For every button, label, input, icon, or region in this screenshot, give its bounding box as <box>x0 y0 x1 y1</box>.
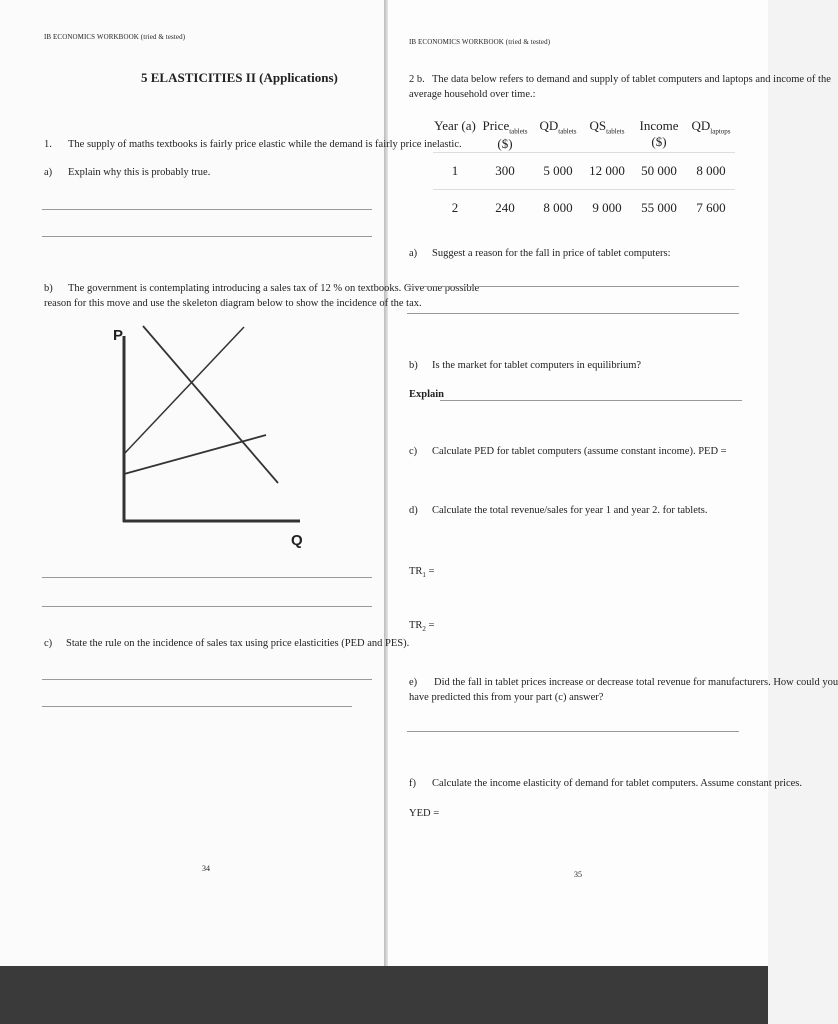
q2-number: 2 b. <box>409 74 425 85</box>
table-cell: 55 000 <box>631 189 687 226</box>
table-cell: 8 000 <box>687 152 735 189</box>
col-header-year: Year (a) <box>434 118 476 133</box>
skeleton-diagram[interactable] <box>110 318 310 548</box>
table-header-row <box>433 118 735 152</box>
right-page-number: 35 <box>574 870 582 879</box>
table-row <box>433 152 735 189</box>
col-header-qs-tablets: $QS_{tablets}$ <box>589 118 625 136</box>
table-cell: 50 000 <box>631 152 687 189</box>
data-table <box>433 118 735 226</box>
q2f-label: f) <box>409 778 416 789</box>
q2-text-line1: The data below refers to demand and supply of tablet computers and laptops and income of the <box>432 74 831 85</box>
q2d-text: Calculate the total revenue/sales for year 1 and year 2. for tablets. <box>432 505 708 516</box>
answer-line[interactable] <box>407 313 739 314</box>
q2a-text: Suggest a reason for the fall in price of tablet computers: <box>432 248 671 259</box>
table-cell: 8 000 <box>533 189 583 226</box>
answer-line[interactable] <box>42 706 352 707</box>
q2c-text: Calculate PED for tablet computers (assume constant income). PED = <box>432 446 727 457</box>
left-header: IB ECONOMICS WORKBOOK (tried & tested) <box>44 33 186 41</box>
col-header-price: Price$_{tablets}$ ($) <box>482 118 528 151</box>
supply-curve-a <box>124 327 244 454</box>
answer-line[interactable] <box>42 236 372 237</box>
right-header: IB ECONOMICS WORKBOOK (tried & tested) <box>409 38 551 46</box>
table-cell: 7 600 <box>687 189 735 226</box>
table-cell: 5 000 <box>533 152 583 189</box>
table-row <box>433 189 735 226</box>
answer-line[interactable] <box>42 606 372 607</box>
diagram-y-label: P <box>113 327 124 344</box>
q2d-label: d) <box>409 505 418 516</box>
col-header-qd-tablets: $QD_{tablets}$ <box>539 118 577 136</box>
q1c-label: c) <box>44 638 53 649</box>
page-title: 5 ELASTICITIES II (Applications) <box>141 70 338 85</box>
table-cell: 9 000 <box>583 189 631 226</box>
q2b-text: Is the market for tablet computers in equilibrium? <box>432 360 642 371</box>
q1b-text-line1: The government is contemplating introducing a sales tax of 12 % on textbooks. Give one possible <box>68 283 480 294</box>
q1a-label: a) <box>44 167 53 178</box>
answer-line[interactable] <box>42 577 372 578</box>
yed-label: YED = <box>409 808 440 819</box>
q1b-label: b) <box>44 283 53 294</box>
table-cell: 240 <box>477 189 533 226</box>
table-cell: 2 <box>433 189 477 226</box>
left-page-number: 34 <box>202 864 210 873</box>
q2a-label: a) <box>409 248 418 259</box>
demand-curve <box>143 326 278 483</box>
col-header-qd-laptops: $QD_{laptops}$ <box>691 118 731 136</box>
answer-line[interactable] <box>42 209 372 210</box>
scanner-bottom-edge <box>0 966 768 1024</box>
q2c-label: c) <box>409 446 418 457</box>
answer-line[interactable] <box>42 679 372 680</box>
supply-curve-b <box>124 435 266 474</box>
answer-line[interactable] <box>407 286 739 287</box>
q2e-text-line1: Did the fall in tablet prices increase or decrease total revenue for manufacturers. How could you <box>434 677 838 688</box>
col-header-income: Income ($) <box>639 118 679 149</box>
q2-text-line2: average household over time.: <box>409 89 536 100</box>
diagram-x-label: Q <box>291 532 303 549</box>
q1c-text: State the rule on the incidence of sales tax using price elasticities (PED and PES). <box>66 638 410 649</box>
q1-text: The supply of maths textbooks is fairly price elastic while the demand is fairly price inelastic. <box>68 139 462 150</box>
answer-line[interactable] <box>440 400 742 401</box>
q2e-label: e) <box>409 677 418 688</box>
tr2-label: $TR_2$ = <box>409 620 435 634</box>
q2b-label: b) <box>409 360 418 371</box>
answer-line[interactable] <box>407 731 739 732</box>
q1b-text-line2: reason for this move and use the skeleton diagram below to show the incidence of the tax. <box>44 298 422 309</box>
table-cell: 300 <box>477 152 533 189</box>
q1a-text: Explain why this is probably true. <box>68 167 211 178</box>
tr1-label: $TR_1$ = <box>409 566 435 580</box>
table-cell: 1 <box>433 152 477 189</box>
q1-number: 1. <box>44 139 52 150</box>
table-cell: 12 000 <box>583 152 631 189</box>
q2e-text-line2: have predicted this from your part (c) answer? <box>409 692 604 703</box>
q2f-text: Calculate the income elasticity of demand for tablet computers. Assume constant prices. <box>432 778 803 789</box>
q2b-explain-label: Explain <box>409 389 445 400</box>
